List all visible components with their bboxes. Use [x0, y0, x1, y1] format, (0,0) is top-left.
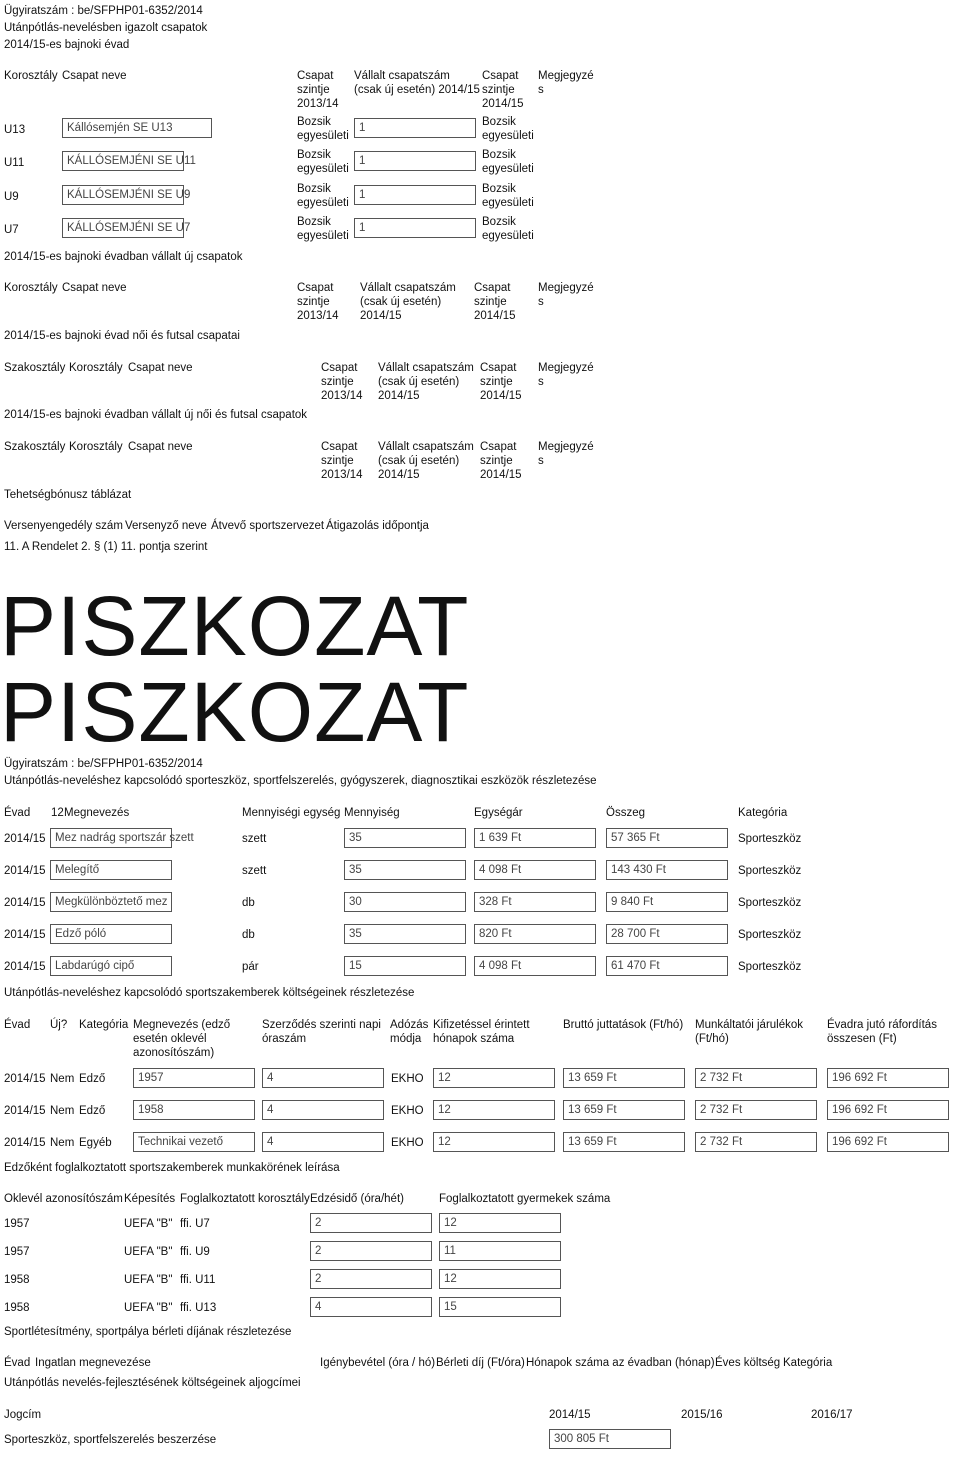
col-usage: Igénybevétel (óra / hó) — [320, 1357, 436, 1369]
unit: db — [242, 897, 255, 909]
season-total-field[interactable]: 196 692 Ft — [827, 1068, 949, 1088]
children-count-field[interactable]: 12 — [439, 1213, 561, 1233]
training-time-field[interactable]: 4 — [310, 1297, 432, 1317]
col-szint-2014: Csapat szintje 2014/15 — [480, 362, 522, 402]
diploma-id: 1958 — [4, 1302, 30, 1314]
unit: pár — [242, 961, 259, 973]
total-field[interactable]: 9 840 Ft — [606, 892, 728, 912]
col-korosztaly: Korosztály — [69, 441, 123, 453]
season-label: 2014/15-es bajnoki évad — [4, 39, 130, 51]
gross-pay-field[interactable]: 13 659 Ft — [563, 1068, 685, 1088]
level-2014: Bozsik egyesületi — [482, 116, 534, 142]
employer-contrib-field[interactable]: 2 732 Ft — [695, 1132, 817, 1152]
diploma-id: 1958 — [4, 1274, 30, 1286]
col-csapat-neve: Csapat neve — [128, 362, 193, 374]
col-paid-months: Kifizetéssel érintett hónapok száma — [433, 1019, 530, 1045]
unit-price-field[interactable]: 820 Ft — [474, 924, 596, 944]
col-employer-contrib: Munkáltatói járulékok (Ft/hó) — [695, 1019, 804, 1045]
quantity-field[interactable]: 35 — [344, 828, 466, 848]
qualification: UEFA "B" — [124, 1218, 173, 1230]
team-name-field[interactable]: KÁLLÓSEMJÉNI SE U11 — [62, 151, 184, 171]
col-category: Kategória — [79, 1019, 129, 1031]
item-name-field[interactable]: Melegítő — [50, 860, 172, 880]
col-evad: Évad — [4, 1019, 31, 1031]
section-title-new-womens: 2014/15-es bajnoki évadban vállalt új női és futsal csapatok — [4, 409, 308, 421]
staff-name-field[interactable]: 1958 — [133, 1100, 255, 1120]
section-title-facility: Sportlétesítmény, sportpálya bérleti díjának részletezése — [4, 1326, 292, 1338]
col-korosztaly: Korosztály — [4, 70, 58, 82]
col-szint-2014: Csapat szintje 2014/15 — [480, 441, 522, 481]
unit: szett — [242, 865, 267, 877]
tax-type: EKHO — [391, 1137, 424, 1149]
category: Egyéb — [79, 1137, 112, 1149]
tax-type: EKHO — [391, 1105, 424, 1117]
col-children-count: Foglalkoztatott gyermekek száma — [439, 1193, 611, 1205]
level-2013: Bozsik egyesületi — [297, 149, 349, 175]
col-receiving-org: Átvevő sportszervezet — [211, 520, 325, 532]
months-field[interactable]: 12 — [433, 1068, 555, 1088]
months-field[interactable]: 12 — [433, 1100, 555, 1120]
total-field[interactable]: 143 430 Ft — [606, 860, 728, 880]
col-quantity: Mennyiség — [344, 807, 400, 819]
col-year-2015: 2015/16 — [681, 1409, 723, 1421]
team-count-field[interactable]: 1 — [354, 151, 476, 171]
col-szakosztaly: Szakosztály — [4, 441, 66, 453]
col-csapat-neve: Csapat neve — [128, 441, 193, 453]
gross-pay-field[interactable]: 13 659 Ft — [563, 1132, 685, 1152]
season: 2014/15 — [4, 833, 46, 845]
level-2013: Bozsik egyesületi — [297, 116, 349, 142]
age-group: ffi. U11 — [180, 1274, 216, 1286]
col-evad: Évad — [4, 807, 31, 819]
category: Sporteszköz — [738, 897, 802, 909]
season-total-field[interactable]: 196 692 Ft — [827, 1132, 949, 1152]
team-name-field[interactable]: KÁLLÓSEMJÉNI SE U7 — [62, 218, 184, 238]
category: Sporteszköz — [738, 833, 802, 845]
col-year-2014: 2014/15 — [549, 1409, 591, 1421]
col-season-total: Évadra jutó ráfordítás összesen (Ft) — [827, 1019, 937, 1045]
months-field[interactable]: 12 — [433, 1132, 555, 1152]
col-szakosztaly: Szakosztály — [4, 362, 66, 374]
col-category: Kategória — [783, 1357, 833, 1369]
category: Edző — [79, 1073, 106, 1085]
total-field[interactable]: 57 365 Ft — [606, 828, 728, 848]
age-group: ffi. U13 — [180, 1302, 217, 1314]
section-title-new-teams: 2014/15-es bajnoki évadban vállalt új csapatok — [4, 251, 243, 263]
watermark-text: PISZKOZAT — [0, 665, 470, 759]
col-vallalt: Vállalt csapatszám (csak új esetén) 2014/15 — [378, 362, 474, 402]
col-tax-type: Adózás módja — [390, 1019, 429, 1045]
col-year-2016: 2016/17 — [811, 1409, 853, 1421]
season: 2014/15 — [4, 865, 46, 877]
age-group: U9 — [4, 191, 19, 203]
age-group: ffi. U7 — [180, 1218, 210, 1230]
age-group: U11 — [4, 157, 25, 169]
category: Sporteszköz — [738, 865, 802, 877]
quantity-field[interactable]: 30 — [344, 892, 466, 912]
season: 2014/15 — [4, 929, 46, 941]
season: 2014/15 — [4, 1137, 46, 1149]
level-2014: Bozsik egyesületi — [482, 216, 534, 242]
section-title-womens: 2014/15-es bajnoki évad női és futsal csapatai — [4, 330, 240, 342]
diploma-id: 1957 — [4, 1218, 30, 1230]
col-megnevezes: Megnevezés (edző esetén oklevél azonosítószám) — [133, 1019, 231, 1059]
col-megjegyzes: Megjegyzé s — [538, 282, 594, 308]
diploma-id: 1957 — [4, 1246, 30, 1258]
col-yearly-cost: Éves költség — [715, 1357, 781, 1369]
col-csapat-neve: Csapat neve — [62, 70, 127, 82]
unit-price-field[interactable]: 1 639 Ft — [474, 828, 596, 848]
doc-id: Ügyiratszám : be/SFPHP01-6352/2014 — [4, 758, 203, 770]
col-unit: Mennyiségi egység — [242, 807, 341, 819]
section-title-equipment: Utánpótlás-neveléshez kapcsolódó sporteszköz, sportfelszerelés, gyógyszerek, diagnosztikai eszközök részletezése — [4, 775, 597, 787]
section-title-staff: Utánpótlás-neveléshez kapcsolódó sportszakemberek költségeinek részletezése — [4, 987, 415, 999]
category: Edző — [79, 1105, 106, 1117]
col-unit-price: Egységár — [474, 807, 523, 819]
level-2014: Bozsik egyesületi — [482, 183, 534, 209]
col-player: Versenyző neve — [125, 520, 207, 532]
hours-field[interactable]: 4 — [262, 1068, 384, 1088]
unit-price-field[interactable]: 4 098 Ft — [474, 860, 596, 880]
col-new: Új? — [50, 1019, 68, 1031]
subsidy-title: Sporteszköz, sportfelszerelés beszerzése — [4, 1434, 217, 1446]
is-new: Nem — [50, 1137, 75, 1149]
col-rent-fee: Bérleti díj (Ft/óra) — [436, 1357, 525, 1369]
tax-type: EKHO — [391, 1073, 424, 1085]
col-szint-2013: Csapat szintje 2013/14 — [297, 70, 339, 110]
qualification: UEFA "B" — [124, 1274, 173, 1286]
col-qualification: Képesítés — [124, 1193, 176, 1205]
staff-name-field[interactable]: 1957 — [133, 1068, 255, 1088]
section-title-coaches: Edzőként foglalkoztatott sportszakemberek munkakörének leírása — [4, 1162, 340, 1174]
col-training-time: Edzésidő (óra/hét) — [310, 1193, 404, 1205]
col-months: Hónapok száma az évadban (hónap) — [526, 1357, 715, 1369]
category: Sporteszköz — [738, 929, 802, 941]
section-title-subsidy: Utánpótlás nevelés-fejlesztésének költségeinek aljogcímei — [4, 1377, 301, 1389]
col-title: Jogcím — [4, 1409, 42, 1421]
team-count-field[interactable]: 1 — [354, 118, 476, 138]
col-vallalt: Vállalt csapatszám (csak új esetén) 2014/15 — [360, 282, 456, 322]
item-name-field[interactable]: Mez nadrág sportszár szett — [50, 828, 172, 848]
quantity-field[interactable]: 35 — [344, 860, 466, 880]
col-korosztaly: Korosztály — [69, 362, 123, 374]
doc-id: Ügyiratszám : be/SFPHP01-6352/2014 — [4, 5, 203, 17]
total-field[interactable]: 61 470 Ft — [606, 956, 728, 976]
season: 2014/15 — [4, 1073, 46, 1085]
col-szint-2013: Csapat szintje 2013/14 — [321, 362, 363, 402]
hours-field[interactable]: 4 — [262, 1132, 384, 1152]
col-daily-hours: Szerződés szerinti napi óraszám — [262, 1019, 381, 1045]
season: 2014/15 — [4, 897, 46, 909]
level-2014: Bozsik egyesületi — [482, 149, 534, 175]
team-name-field[interactable]: Kállósemjén SE U13 — [62, 118, 212, 138]
col-vallalt: Vállalt csapatszám (csak új esetén) 2014/15 — [378, 441, 474, 481]
total-field[interactable]: 28 700 Ft — [606, 924, 728, 944]
unit-price-field[interactable]: 4 098 Ft — [474, 956, 596, 976]
col-evad: Évad — [4, 1357, 31, 1369]
col-property-name: Ingatlan megnevezése — [35, 1357, 151, 1369]
training-time-field[interactable]: 2 — [310, 1269, 432, 1289]
col-diploma-id: Oklevél azonosítószám — [4, 1193, 123, 1205]
unit-price-field[interactable]: 328 Ft — [474, 892, 596, 912]
hours-field[interactable]: 4 — [262, 1100, 384, 1120]
col-number: 12 — [51, 807, 64, 819]
quantity-field[interactable]: 35 — [344, 924, 466, 944]
col-csapat-neve: Csapat neve — [62, 282, 127, 294]
training-time-field[interactable]: 2 — [310, 1213, 432, 1233]
children-count-field[interactable]: 11 — [439, 1241, 561, 1261]
col-szint-2013: Csapat szintje 2013/14 — [321, 441, 363, 481]
col-total: Összeg — [606, 807, 645, 819]
is-new: Nem — [50, 1105, 75, 1117]
season: 2014/15 — [4, 1105, 46, 1117]
children-count-field[interactable]: 15 — [439, 1297, 561, 1317]
season: 2014/15 — [4, 961, 46, 973]
watermark-text: PISZKOZAT — [0, 579, 470, 673]
team-count-field[interactable]: 1 — [354, 218, 476, 238]
level-2013: Bozsik egyesületi — [297, 216, 349, 242]
section-title-talent: Tehetségbónusz táblázat — [4, 489, 132, 501]
footnote: 11. A Rendelet 2. § (1) 11. pontja szerint — [4, 541, 208, 553]
staff-name-field[interactable]: Technikai vezető — [133, 1132, 255, 1152]
col-transfer-date: Átigazolás időpontja — [326, 520, 429, 532]
training-time-field[interactable]: 2 — [310, 1241, 432, 1261]
team-count-field[interactable]: 1 — [354, 185, 476, 205]
col-szint-2014: Csapat szintje 2014/15 — [474, 282, 516, 322]
doc-subtitle: Utánpótlás-nevelésben igazolt csapatok — [4, 22, 208, 34]
is-new: Nem — [50, 1073, 75, 1085]
col-szint-2013: Csapat szintje 2013/14 — [297, 282, 339, 322]
unit: db — [242, 929, 255, 941]
col-age-group: Foglalkoztatott korosztály — [180, 1193, 310, 1205]
qualification: UEFA "B" — [124, 1246, 173, 1258]
age-group: U7 — [4, 224, 19, 236]
col-gross-pay: Bruttó juttatások (Ft/hó) — [563, 1019, 684, 1031]
employer-contrib-field[interactable]: 2 732 Ft — [695, 1100, 817, 1120]
age-group: ffi. U9 — [180, 1246, 210, 1258]
category: Sporteszköz — [738, 961, 802, 973]
col-megjegyzes: Megjegyzé s — [538, 70, 594, 96]
col-vallalt: Vállalt csapatszám (csak új esetén) 2014/15 — [354, 70, 480, 96]
gross-pay-field[interactable]: 13 659 Ft — [563, 1100, 685, 1120]
col-category: Kategória — [738, 807, 788, 819]
season-total-field[interactable]: 196 692 Ft — [827, 1100, 949, 1120]
col-megjegyzes: Megjegyzé s — [538, 441, 594, 467]
quantity-field[interactable]: 15 — [344, 956, 466, 976]
item-name-field[interactable]: Megkülönböztető mez — [50, 892, 172, 912]
col-korosztaly: Korosztály — [4, 282, 58, 294]
col-megjegyzes: Megjegyzé s — [538, 362, 594, 388]
employer-contrib-field[interactable]: 2 732 Ft — [695, 1068, 817, 1088]
children-count-field[interactable]: 12 — [439, 1269, 561, 1289]
item-name-field[interactable]: Labdarúgó cipő — [50, 956, 172, 976]
team-name-field[interactable]: KÁLLÓSEMJÉNI SE U9 — [62, 185, 184, 205]
item-name-field[interactable]: Edző póló — [50, 924, 172, 944]
col-szint-2014: Csapat szintje 2014/15 — [482, 70, 524, 110]
col-license: Versenyengedély szám — [4, 520, 123, 532]
amount-2014-field[interactable]: 300 805 Ft — [549, 1429, 671, 1449]
qualification: UEFA "B" — [124, 1302, 173, 1314]
unit: szett — [242, 833, 267, 845]
level-2013: Bozsik egyesületi — [297, 183, 349, 209]
age-group: U13 — [4, 124, 26, 136]
col-megnevezes: Megnevezés — [64, 807, 130, 819]
